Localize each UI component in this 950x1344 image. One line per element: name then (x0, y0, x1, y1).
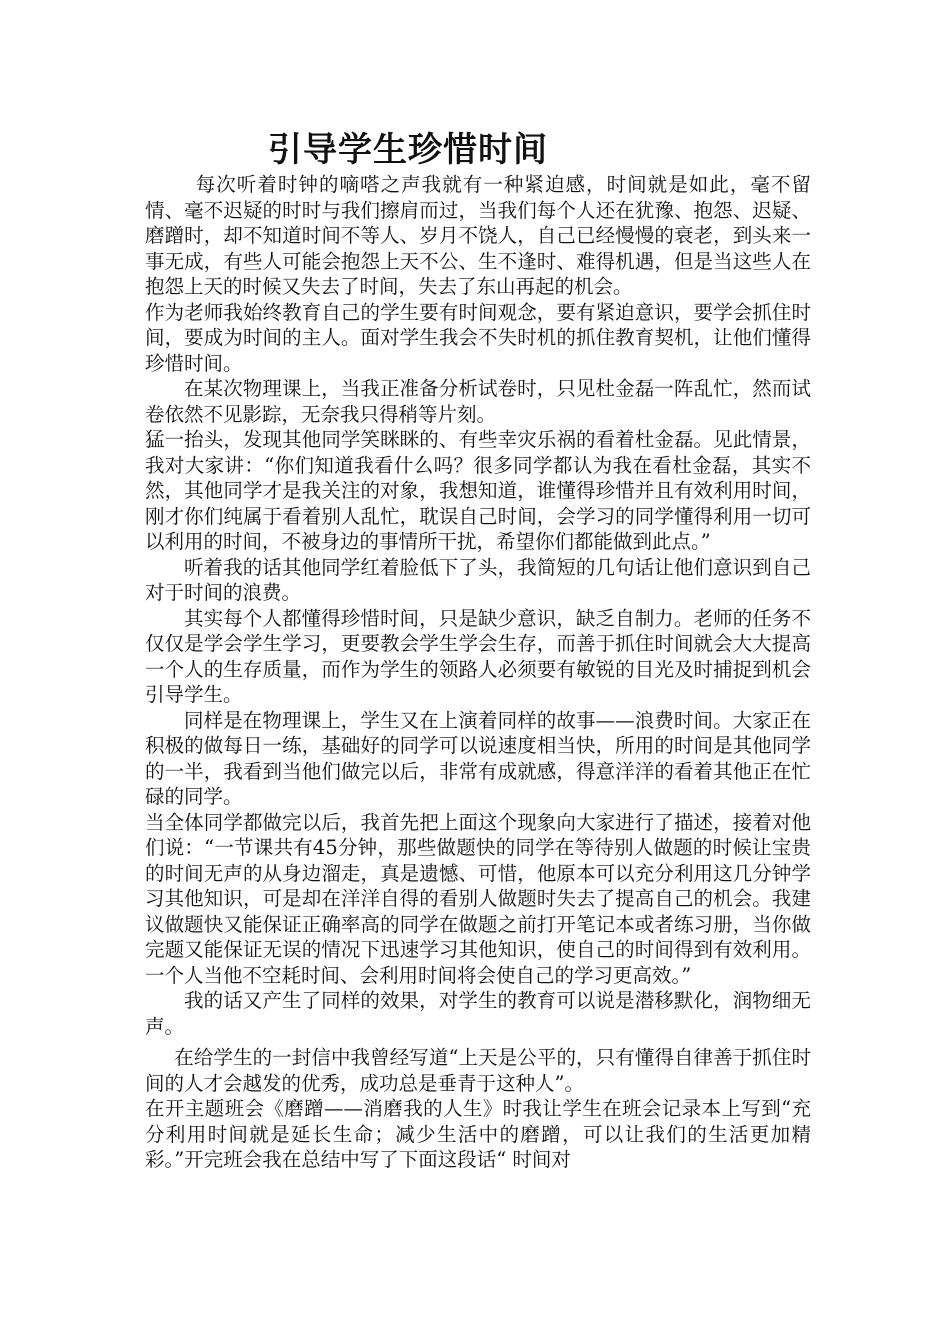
paragraph: 听着我的话其他同学红着脸低下了头，我简短的几句话让他们意识到自己对于时间的浪费。 (145, 555, 811, 604)
paragraph: 我的话又产生了同样的效果，对学生的教育可以说是潜移默化，润物细无声。 (145, 989, 811, 1038)
paragraph: 在开主题班会《磨蹭——消磨我的人生》时我让学生在班会记录本上写到“充分利用时间就是延长生命；减少生活中的磨蹭，可以让我们的生活更加精彩。”开完班会我在总结中写了下面这段话“ 时间对 (145, 1097, 811, 1171)
paragraph: 猛一抬头，发现其他同学笑眯眯的、有些幸灾乐祸的看着杜金磊。见此情景，我对大家讲：“你们知道我看什么吗？很多同学都认为我在看杜金磊，其实不然，其他同学才是我关注的对象，我想知道，谁懂得珍惜并且有效利用时间，刚才你们纯属于看着别人乱忙，耽误自己时间，会学习的同学懂得利用一切可以利用的时间，不被身边的事情所干扰，希望你们都能做到此点。” (145, 428, 811, 553)
paragraph: 当全体同学都做完以后，我首先把上面这个现象向大家进行了描述，接着对他们说：“一节课共有45分钟，那些做题快的同学在等待别人做题的时候让宝贵的时间无声的从身边溜走，真是遗憾、可惜，他原本可以充分利用这几分钟学习其他知识，可是却在洋洋自得的看别人做题时失去了提高自己的机会。我建议做题快又能保证正确率高的同学在做题之前打开笔记本或者练习册，当你做完题又能保证无误的情况下迅速学习其他知识，使自己的时间得到有效利用。一个人当他不空耗时间、会利用时间将会使自己的学习更高效。” (145, 810, 811, 987)
paragraph: 每次听着时钟的嘀嗒之声我就有一种紧迫感，时间就是如此，毫不留情、毫不迟疑的时时与我们擦肩而过，当我们每个人还在犹豫、抱怨、迟疑、磨蹭时，却不知道时间不等人、岁月不饶人，自己已经慢慢的衰老，到头来一事无成，有些人可能会抱怨上天不公、生不逢时、难得机遇，但是当这些人在抱怨上天的时候又失去了时间，失去了东山再起的机会。 (145, 173, 811, 298)
document-title: 引导学生珍惜时间 (268, 130, 548, 170)
paragraph: 同样是在物理课上，学生又在上演着同样的故事——浪费时间。大家正在积极的做每日一练，基础好的同学可以说速度相当快，所用的时间是其他同学的一半，我看到当他们做完以后，非常有成就感，得意洋洋的看着其他正在忙碌的同学。 (145, 708, 811, 808)
paragraph: 在给学生的一封信中我曾经写道“上天是公平的，只有懂得自律善于抓住时间的人才会越发的优秀，成功总是垂青于这种人”。 (145, 1046, 811, 1095)
document-body (145, 172, 811, 1173)
paragraph: 其实每个人都懂得珍惜时间，只是缺少意识，缺乏自制力。老师的任务不仅仅是学会学生学习，更要教会学生学会生存，而善于抓住时间就会大大提高一个人的生存质量，而作为学生的领路人必须要有敏锐的目光及时捕捉到机会引导学生。 (145, 606, 811, 706)
paragraph: 在某次物理课上，当我正准备分析试卷时，只见杜金磊一阵乱忙，然而试卷依然不见影踪，无奈我只得稍等片刻。 (145, 377, 811, 426)
paragraph: 作为老师我始终教育自己的学生要有时间观念，要有紧迫意识，要学会抓住时间，要成为时间的主人。面对学生我会不失时机的抓住教育契机，让他们懂得珍惜时间。 (145, 300, 811, 375)
